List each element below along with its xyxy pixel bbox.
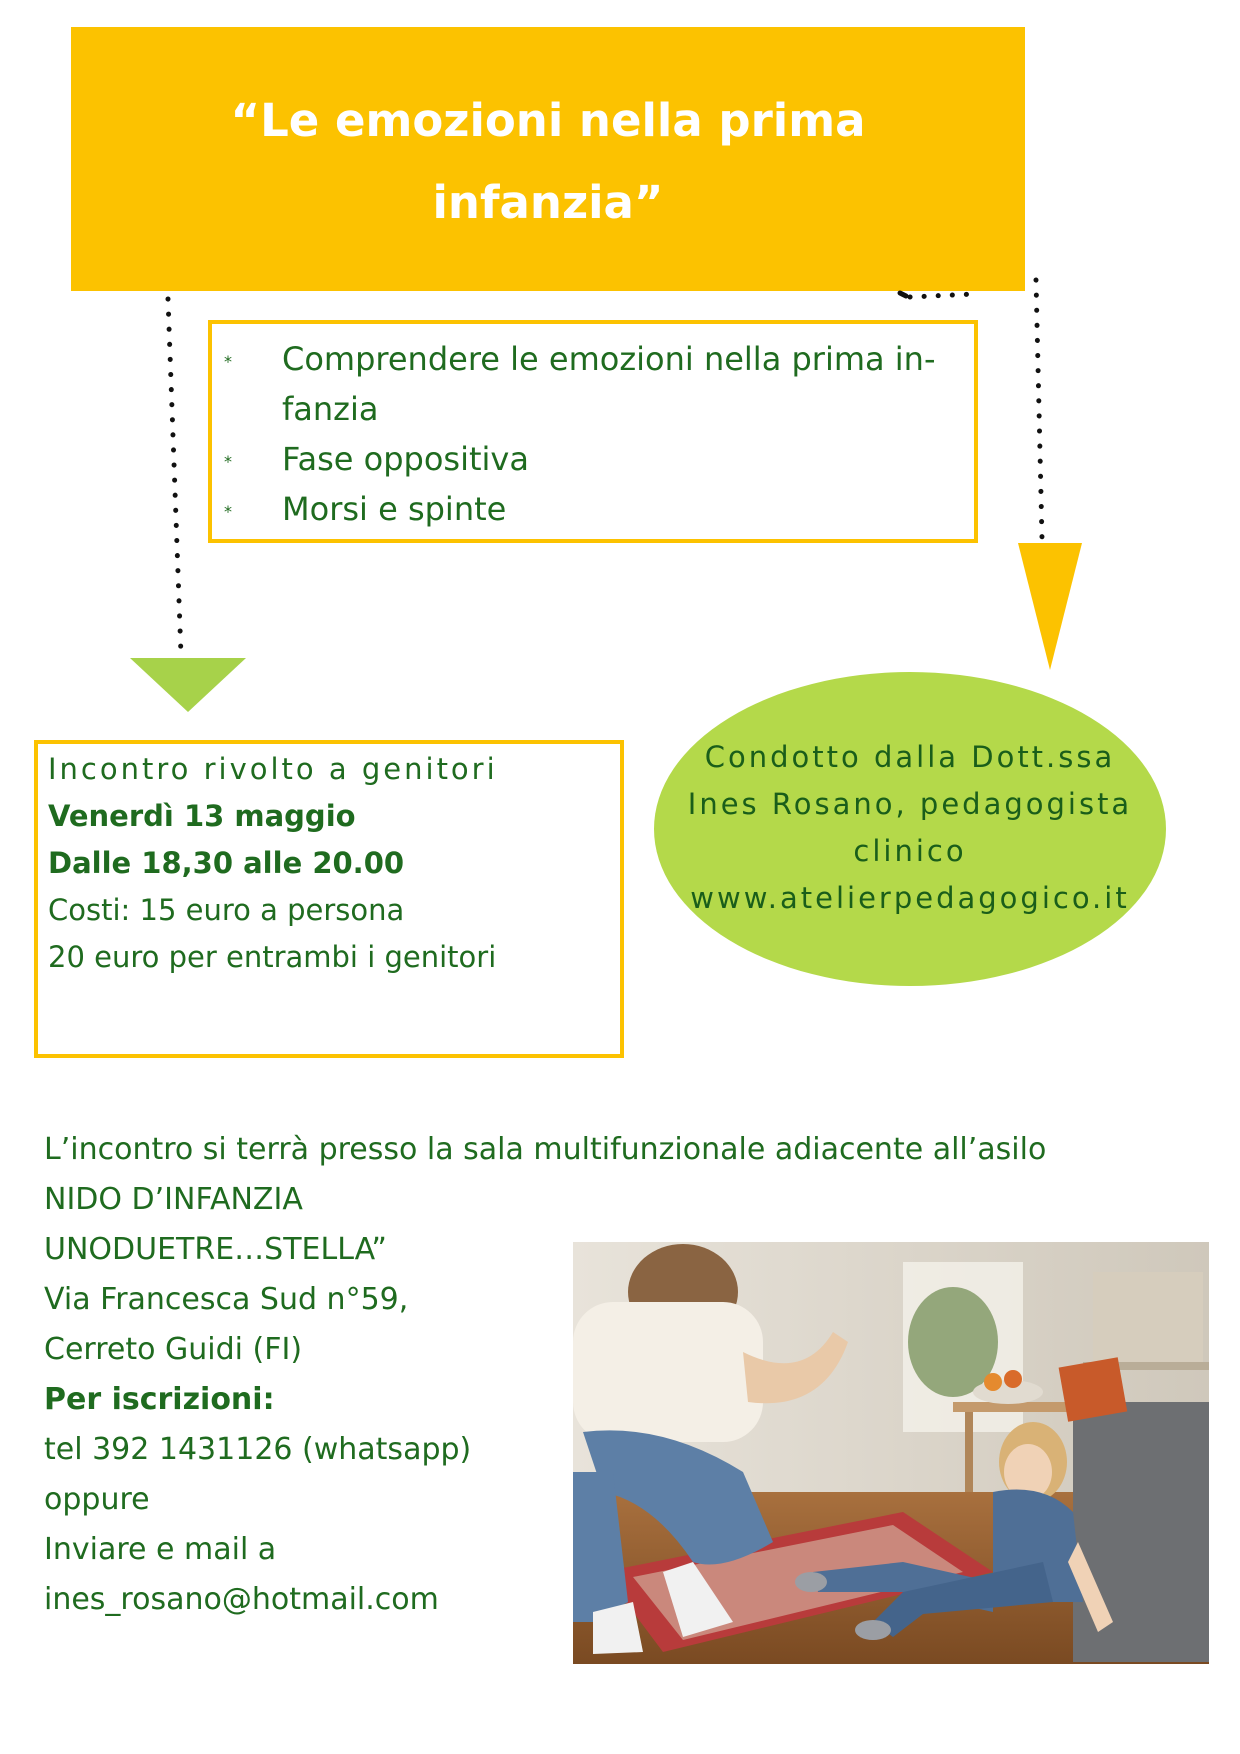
green-arrow-down-icon — [130, 658, 246, 712]
registration-mail-label: Inviare e mail a — [44, 1532, 277, 1567]
conductor-line: Condotto dalla Dott.ssa — [704, 740, 1116, 774]
registration-heading: Per iscrizioni: — [44, 1382, 275, 1417]
registration-phone[interactable]: tel 392 1431126 (whatsapp) — [44, 1432, 472, 1467]
topics-box — [208, 320, 978, 543]
bullet-star-icon: * — [224, 502, 232, 521]
event-cost: Costi: 15 euro a persona — [48, 893, 405, 927]
page-title — [71, 80, 1025, 244]
mother-child-photo — [573, 1242, 1209, 1664]
location-street: Via Francesca Sud n°59, — [44, 1282, 409, 1317]
registration-email[interactable]: ines_rosano@hotmail.com — [44, 1582, 439, 1617]
conductor-name: Ines Rosano, pedagogista — [687, 787, 1133, 821]
yellow-arrow-down-icon — [1018, 543, 1082, 670]
event-time: Dalle 18,30 alle 20.00 — [48, 846, 405, 880]
location-nursery: NIDO D’INFANZIA — [44, 1182, 303, 1217]
topic-item: Morsi e spinte — [282, 490, 507, 528]
title-line-2: infanzia” — [432, 176, 664, 229]
title-line-1: “Le emozioni nella prima — [230, 94, 866, 147]
topic-item-continuation: fanzia — [282, 390, 379, 428]
website-link[interactable]: www.atelierpedagogico.it — [690, 881, 1130, 915]
location-intro: L’incontro si terrà presso la sala multifunzionale adiacente all’asilo — [44, 1132, 1047, 1167]
photo-illustration — [573, 1242, 1209, 1664]
event-audience: Incontro rivolto a genitori — [48, 752, 498, 786]
bullet-star-icon: * — [224, 452, 232, 471]
event-info-box — [34, 740, 624, 1058]
conductor-ellipse — [654, 672, 1166, 986]
conductor-role: clinico — [853, 834, 967, 868]
topic-item: Fase oppositiva — [282, 440, 529, 478]
location-nursery-name: UNODUETRE…STELLA” — [44, 1232, 387, 1267]
location-city: Cerreto Guidi (FI) — [44, 1332, 303, 1367]
registration-or: oppure — [44, 1482, 150, 1517]
topic-item: Comprendere le emozioni nella prima in- — [282, 340, 936, 378]
bullet-star-icon: * — [224, 352, 232, 371]
event-date: Venerdì 13 maggio — [48, 799, 356, 833]
dotted-connector-left — [160, 295, 190, 660]
event-cost-couple: 20 euro per entrambi i genitori — [48, 940, 497, 974]
